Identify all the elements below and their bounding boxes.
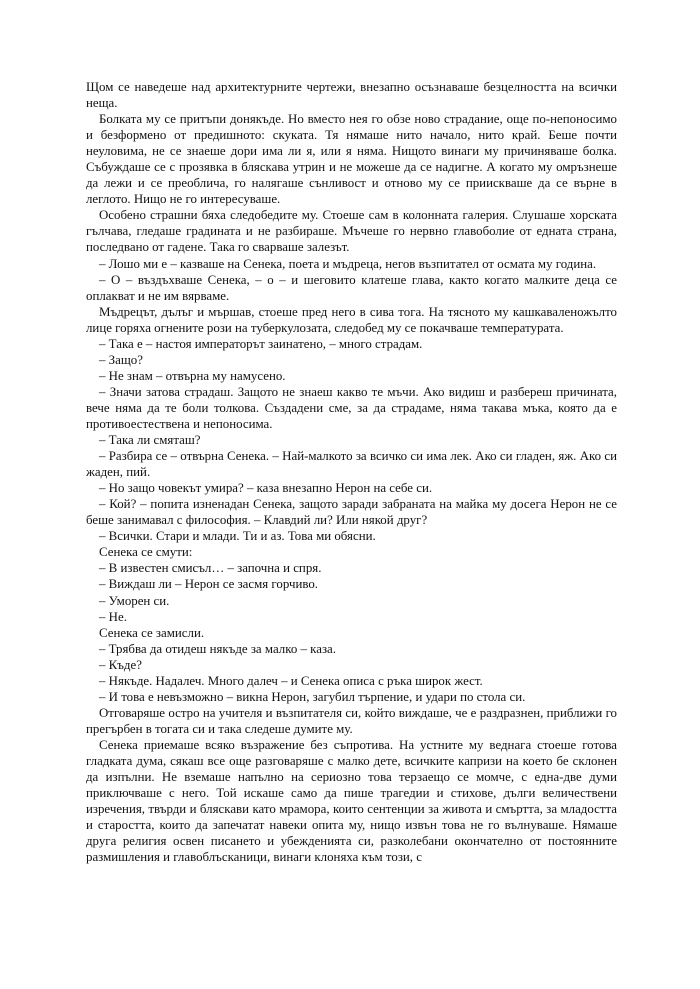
paragraph: Отговаряше остро на учителя и възпитателя си, който виждаше, че е раздразнен, приближи го прегърбен в тогата си и така следеше думите му.: [86, 705, 617, 736]
paragraph: Болката му се притъпи донякъде. Но вместо нея го обзе ново страдание, още по-непоносимо и безформено от предишното: скуката. Тя нямаше нито начало, нито край. Беше почти неуловима, не се знаеше дори има ли я, или я няма. Нищото винаги му причиняваше болка. Събуждаше се с прозявка в бляскава утрин и не можеше да се надигне. А когато му омръзнеше да лежи и се преоблича, го налягаше сънливост и отново му се приискваше да се върне в леглото. Нищо не го интересуваше.: [86, 112, 617, 207]
dialogue-line: – Лошо ми е – казваше на Сенека, поета и мъдреца, негов възпитател от осмата му година.: [99, 256, 597, 271]
paragraph: Сенека се замисли.: [99, 625, 205, 640]
dialogue-line: – В известен смисъл… – започна и спря.: [99, 561, 322, 576]
dialogue-line: – Но защо човекът умира? – каза внезапно Нерон на себе си.: [99, 481, 433, 496]
dialogue-line: – Не.: [99, 609, 127, 624]
dialogue-line: – И това е невъзможно – викна Нерон, загубил търпение, и удари по стола си.: [99, 689, 526, 704]
document-body: [86, 79, 617, 865]
dialogue-line: – Виждаш ли – Нерон се засмя горчиво.: [99, 577, 319, 592]
paragraph: Сенека приемаше всяко възражение без съпротива. На устните му веднага стоеше готова гладката дума, сякаш все още разговаряше с малко дете, всичките капризи на което бе склонен да изпълни. Не вземаше напълно на сериозно това терзаещо се момче, с една-две думи приключваше с него. Той искаше само да пише трагедии и стихове, дълги величествени изречения, твърди и бляскави като мрамора, които сентенции за живота и смъртта, за младостта и старостта, които да запечатат навеки опита му, нищо извън това не го вълнуваше. Нямаше друга религия освен писането и убежденията си, разколебани окончателно от постоянните размишления и главоблъсканици, винаги клоняха към този, с: [86, 737, 617, 865]
dialogue-line: – О – въздъхваше Сенека, – о – и шеговито клатеше глава, както когато малките деца се оплакват и не им вярваме.: [86, 272, 617, 303]
dialogue-line: – Някъде. Надалеч. Много далеч – и Сенека описа с ръка широк жест.: [99, 673, 483, 688]
dialogue-line: – Значи затова страдаш. Защото не знаеш какво те мъчи. Ако видиш и разбереш причината, вече няма да те боли толкова. Създадени сме, за да страдаме, няма такава мъка, която да е противоестествена и непоносима.: [86, 384, 617, 431]
dialogue-line: – Не знам – отвърна му намусено.: [99, 368, 286, 383]
dialogue-line: – Кой? – попита изненадан Сенека, защото заради забраната на майка му досега Нерон не се беше занимавал с философия. – Клавдий ли? Или някой друг?: [86, 497, 617, 528]
dialogue-line: – Уморен си.: [99, 593, 170, 608]
dialogue-line: – Разбира се – отвърна Сенека. – Най-малкото за всичко си има лек. Ако си гладен, яж. Ако си жаден, пий.: [86, 449, 617, 480]
dialogue-line: – Къде?: [99, 657, 142, 672]
dialogue-line: – Така е – настоя императорът заинатено, – много страдам.: [99, 336, 423, 351]
dialogue-line: – Така ли смяташ?: [99, 433, 201, 448]
paragraph: Мъдрецът, дълъг и мършав, стоеше пред него в сива тога. На тясното му кашкаваленожълто лице горяха огнените рози на туберкулозата, следобед му се покачваше температурата.: [86, 304, 617, 335]
dialogue-line: – Защо?: [99, 352, 143, 367]
paragraph: Особено страшни бяха следобедите му. Стоеше сам в колонната галерия. Слушаше хорската гълчава, гледаше градината и не разбираше. Мъчеше го нервно главоболие от едната страна, последвано от гадене. Така го сварваше залезът.: [86, 208, 617, 255]
dialogue-line: – Всички. Стари и млади. Ти и аз. Това ми обясни.: [99, 529, 376, 544]
dialogue-line: – Трябва да отидеш някъде за малко – каза.: [99, 641, 336, 656]
paragraph: Сенека се смути:: [99, 545, 193, 560]
paragraph: Щом се наведеше над архитектурните чертежи, внезапно осъзнаваше безцелността на всички неща.: [86, 80, 617, 111]
